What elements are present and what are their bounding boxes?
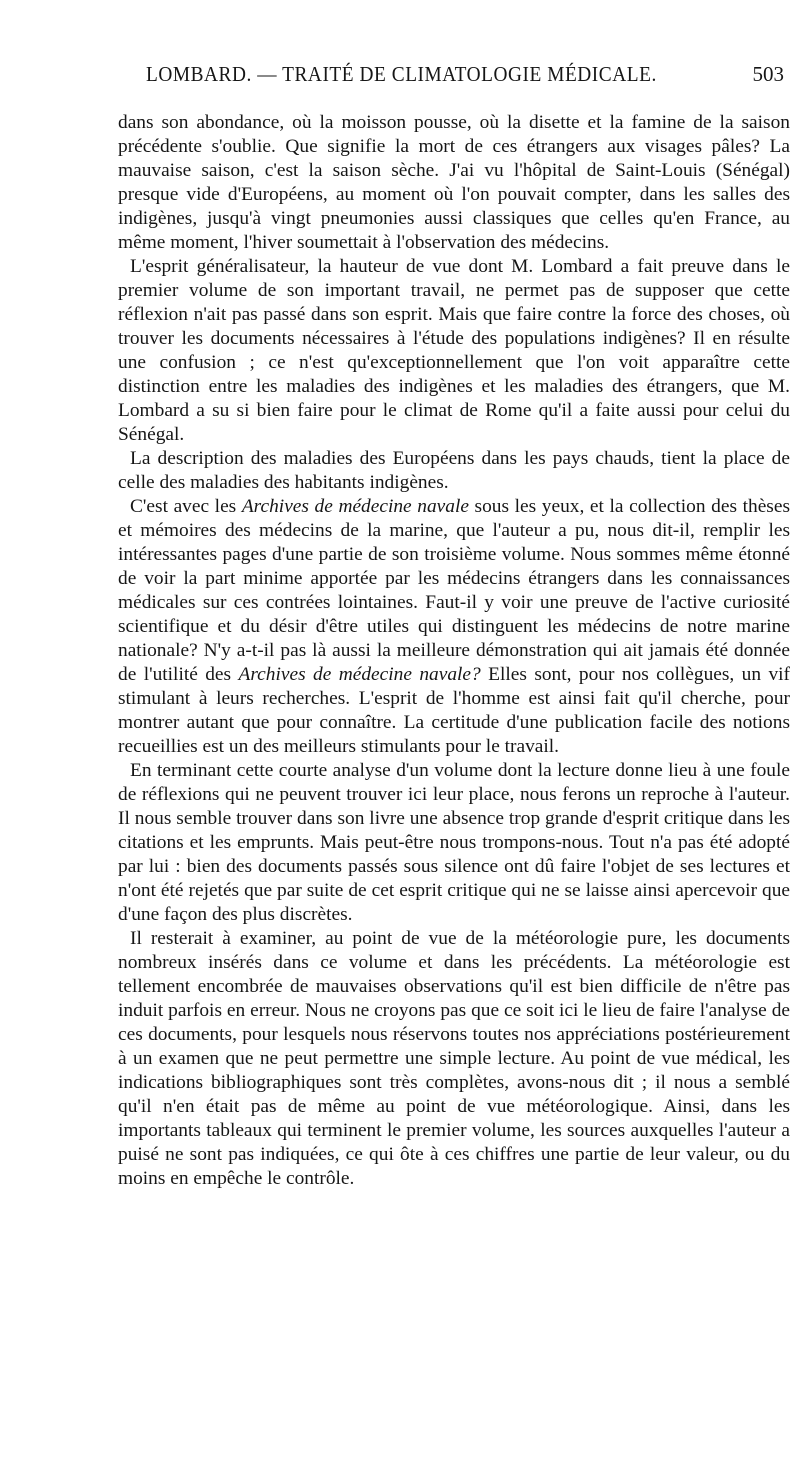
- paragraph-meteorologie: Il resterait à examiner, au point de vue de la météorologie pure, les documents nombreux insérés dans ce volume et dans les précédents. La météorologie est tellement encombrée de mauvaises observations qu'il est bien difficile de n'être pas induit parfois en erreur. Nous ne croyons pas que ce soit ici le lieu de faire l'analyse de ces documents, pour lesquels nous réservons toutes nos appréciations postérieurement à un examen que ne peut permettre une simple lecture. Au point de vue médical, les indications bibliographiques sont très complètes, avons-nous dit ; il nous a semblé qu'il n'en était pas de même au point de vue météorologique. Ainsi, dans les importants tableaux qui terminent le premier volume, les sources auxquelles l'auteur a puisé ne sont pas indiquées, ce qui ôte à ces chiffres une partie de leur valeur, ou du moins en empêche le contrôle.: [118, 928, 790, 1189]
- running-title: LOMBARD. — TRAITÉ DE CLIMATOLOGIE MÉDICALE.: [146, 62, 657, 86]
- paragraph-en-terminant: En terminant cette courte analyse d'un volume dont la lecture donne lieu à une foule de réflexions qui ne peuvent trouver ici leur place, nous ferons un reproche à l'auteur. Il nous semble trouver dans son livre une absence trop grande d'esprit critique dans les citations et les emprunts. Mais peut-être nous trompons-nous. Tout n'a pas été adopté par lui : bien des documents passés sous silence ont dû faire l'objet de ses lectures et n'ont été rejetés que par suite de cet esprit critique qui ne se laisse ainsi apercevoir que d'une façon des plus discrètes.: [118, 760, 790, 925]
- paragraph-esprit-generalisateur: L'esprit généralisateur, la hauteur de vue dont M. Lombard a fait preuve dans le premier volume de son important travail, ne permet pas de supposer que cette réflexion n'ait pas passé dans son esprit. Mais que faire contre la force des choses, où trouver les documents nécessaires à l'étude des populations indigènes? Il en résulte une confusion ; ce n'est qu'exceptionnellement que l'on voit apparaître cette distinction entre les maladies des indigènes et les maladies des étrangers, que M. Lombard a su si bien faire pour le climat de Rome qu'il a faite aussi pour celui du Sénégal.: [118, 256, 790, 445]
- journal-title-italic: Archives de médecine navale: [241, 496, 469, 517]
- page-number: 503: [752, 62, 784, 86]
- paragraph-continuation: dans son abondance, où la moisson pousse, où la disette et la famine de la saison précédente s'oublie. Que signifie la mort de ces étrangers aux visages pâles? La mauvaise saison, c'est la saison sèche. J'ai vu l'hôpital de Saint-Louis (Sénégal) presque vide d'Européens, au moment où l'on pouvait compter, dans les salles des indigènes, jusqu'à vingt pneumonies aussi classiques que celles qu'en France, au même moment, l'hiver soumettait à l'observation des médecins.: [118, 112, 790, 253]
- journal-title-italic: Archives de médecine navale?: [238, 664, 481, 685]
- paragraph-description-maladies: La description des maladies des Européens dans les pays chauds, tient la place de celle des maladies des habitants indigènes.: [118, 448, 790, 493]
- text-run: Elles sont, pour nos collègues, un vif stimulant à leurs recherches. L'esprit de l'homme est ainsi fait qu'il cherche, pour montrer autant que pour connaître. La certitude d'une publication facile des notions recueillies est un des meilleurs stimulants pour le travail.: [118, 664, 790, 757]
- text-run: C'est avec les: [130, 496, 242, 517]
- text-run: sous les yeux, et la collection des thèses et mémoires des médecins de la marine, que l'auteur a pu, nous dit-il, remplir les intéressantes pages d'une partie de son troisième volume. Nous sommes même étonné de voir la part minime apportée par les médecins étrangers dans les connaissances médicales sur ces contrées lointaines. Faut-il y voir une preuve de l'active curiosité scientifique et du désir d'être utiles qui distinguent les médecins de notre marine nationale? N'y a-t-il pas là aussi la meilleure démonstration qui ait jamais été donnée de l'utilité des: [118, 496, 790, 685]
- running-header: [118, 62, 790, 92]
- paragraph-archives-medecine-navale: [118, 495, 790, 759]
- body-text: [118, 111, 790, 1191]
